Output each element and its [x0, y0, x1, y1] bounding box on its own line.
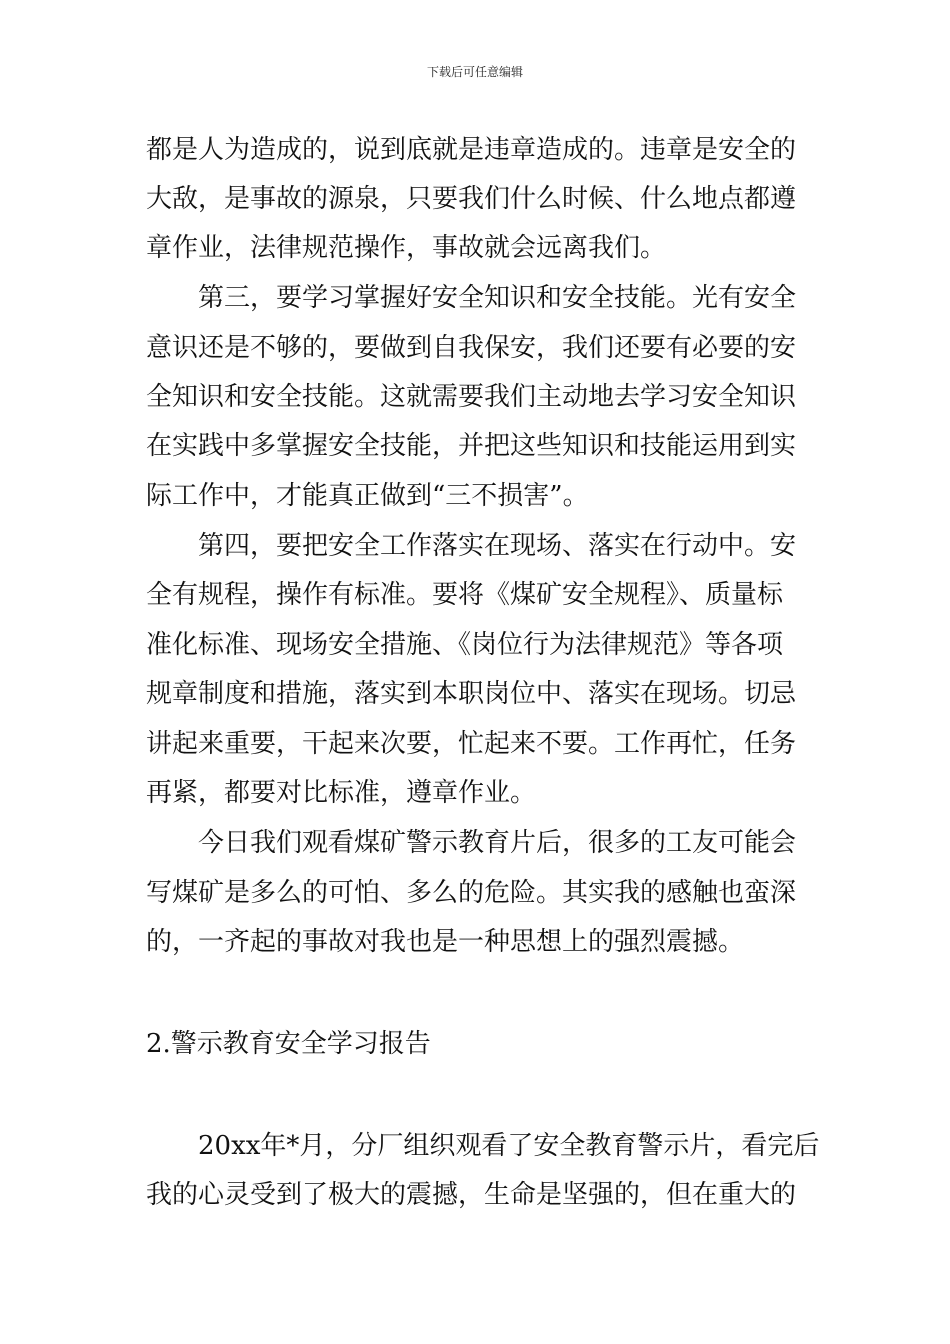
body-line: 际工作中，才能真正做到“三不损害”。 [146, 481, 589, 511]
body-line: 我的心灵受到了极大的震撼，生命是坚强的，但在重大的 [146, 1180, 797, 1210]
body-line: 全知识和安全技能。这就需要我们主动地去学习安全知识 [146, 382, 797, 412]
body-line: 20xx年*月，分厂组织观看了安全教育警示片，看完后 [146, 1131, 820, 1161]
body-line: 章作业，法律规范操作，事故就会远离我们。 [146, 233, 667, 263]
body-line: 第四，要把安全工作落实在现场、落实在行动中。安 [146, 531, 797, 561]
body-line: 写煤矿是多么的可怕、多么的危险。其实我的感触也蛮深 [146, 878, 797, 908]
body-line: 准化标准、现场安全措施、《岗位行为法律规范》等各项 [146, 630, 784, 660]
body-line: 第三，要学习掌握好安全知识和安全技能。光有安全 [146, 283, 797, 313]
section-heading: 2.警示教育安全学习报告 [146, 1029, 431, 1059]
body-line: 全有规程，操作有标准。要将《煤矿安全规程》、质量标 [146, 580, 784, 610]
body-line: 今日我们观看煤矿警示教育片后，很多的工友可能会 [146, 828, 797, 858]
body-line: 大敌，是事故的源泉，只要我们什么时候、什么地点都遵 [146, 184, 797, 214]
body-line: 再紧，都要对比标准，遵章作业。 [146, 778, 537, 808]
body-line: 在实践中多掌握安全技能，并把这些知识和技能运用到实 [146, 431, 797, 461]
body-line: 规章制度和措施，落实到本职岗位中、落实在现场。切忌 [146, 679, 797, 709]
body-line: 都是人为造成的，说到底就是违章造成的。违章是安全的 [146, 135, 797, 165]
body-line: 讲起来重要，干起来次要，忙起来不要。工作再忙，任务 [146, 729, 797, 759]
body-line: 意识还是不够的，要做到自我保安，我们还要有必要的安 [146, 333, 797, 363]
page-header: 下载后可任意编辑 [426, 65, 523, 79]
body-line: 的，一齐起的事故对我也是一种思想上的强烈震撼。 [146, 927, 745, 957]
